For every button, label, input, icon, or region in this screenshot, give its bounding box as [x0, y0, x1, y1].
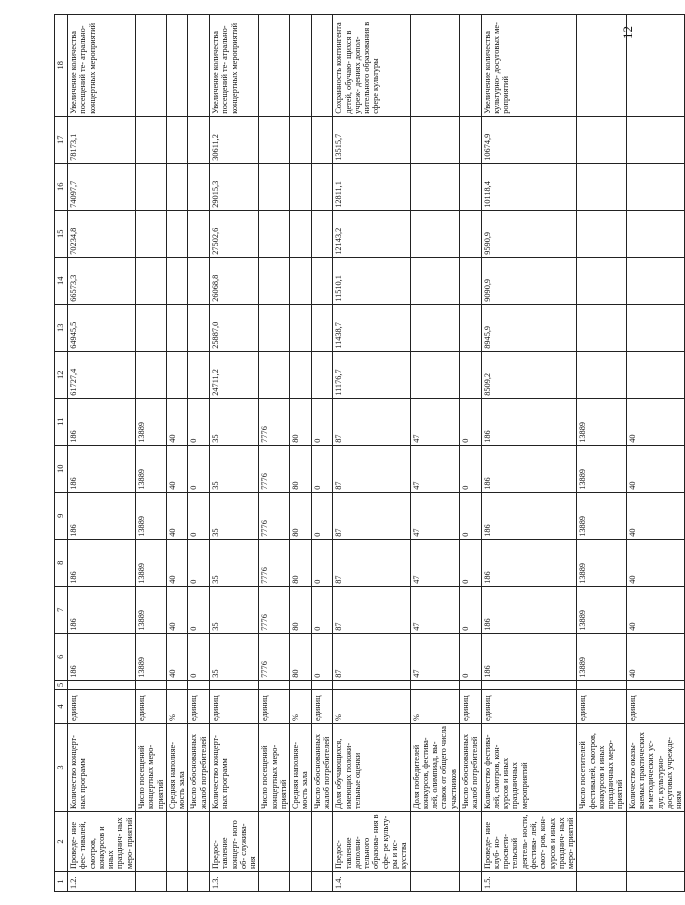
table-cell: 186: [68, 398, 136, 445]
table-cell: [459, 812, 481, 872]
table-cell: 186: [68, 633, 136, 680]
table-cell: Число обоснованных жалоб потребителей: [311, 724, 333, 812]
table-cell: 0: [188, 633, 210, 680]
table-cell: [459, 872, 481, 892]
table-cell: [188, 210, 210, 257]
table-cell: [481, 680, 577, 689]
header-cell: 6: [55, 633, 68, 680]
table-cell: [459, 351, 481, 398]
table-cell: 47: [410, 586, 459, 633]
table-cell: 40: [626, 586, 685, 633]
table-cell: 40: [166, 633, 188, 680]
header-cell: 3: [55, 724, 68, 812]
table-cell: 47: [410, 633, 459, 680]
table-cell: 13889: [577, 445, 626, 492]
table-cell: 10118,4: [481, 163, 577, 210]
table-cell: 1.3.: [209, 872, 258, 892]
table-cell: Количество концерт- ных программ: [68, 724, 136, 812]
table-cell: [410, 116, 459, 163]
table-cell: Средняя наполняе- мость зала: [166, 724, 188, 812]
table-cell: 35: [209, 398, 258, 445]
table-cell: [290, 872, 312, 892]
table-cell: 66573,3: [68, 257, 136, 304]
table-cell: единиц: [459, 690, 481, 724]
table-cell: единиц: [311, 690, 333, 724]
table-cell: 35: [209, 633, 258, 680]
table-row: [135, 14, 166, 891]
table-cell: 87: [333, 539, 410, 586]
table-cell: 186: [481, 633, 577, 680]
table-cell: [259, 680, 290, 689]
table-cell: [166, 351, 188, 398]
table-cell: [626, 812, 685, 872]
table-cell: [459, 163, 481, 210]
table-cell: [626, 872, 685, 892]
table-cell: 12143,2: [333, 210, 410, 257]
table-cell: 24711,2: [209, 351, 258, 398]
table-cell: 74097,7: [68, 163, 136, 210]
header-cell: 2: [55, 812, 68, 872]
table-cell: [135, 14, 166, 116]
table-cell: 27502,6: [209, 210, 258, 257]
table-cell: 7776: [259, 539, 290, 586]
table-cell: Предос- тавление дополни- тельного образова- ния в сфе- ре культу- ры и ис- кусства: [333, 812, 410, 872]
table-cell: %: [166, 690, 188, 724]
table-cell: Доля обучающихся, имеющих положи- тельные оценки: [333, 724, 410, 812]
table-cell: 0: [459, 445, 481, 492]
table-cell: [311, 116, 333, 163]
header-cell: 10: [55, 445, 68, 492]
table-cell: 0: [188, 398, 210, 445]
table-cell: [626, 116, 685, 163]
table-cell: [135, 812, 166, 872]
table-cell: [410, 210, 459, 257]
table-cell: 0: [188, 492, 210, 539]
table-cell: [577, 210, 626, 257]
table-cell: [311, 163, 333, 210]
table-row: [311, 14, 333, 891]
table-cell: [259, 351, 290, 398]
table-cell: [577, 680, 626, 689]
table-cell: единиц: [259, 690, 290, 724]
table-cell: [311, 210, 333, 257]
table-row: [188, 14, 210, 891]
table-cell: 9090,9: [481, 257, 577, 304]
table-cell: [311, 872, 333, 892]
table-cell: [259, 872, 290, 892]
table-cell: [410, 680, 459, 689]
table-cell: 0: [188, 586, 210, 633]
table-cell: [188, 14, 210, 116]
table-cell: [410, 163, 459, 210]
table-cell: [626, 257, 685, 304]
table-cell: единиц: [209, 690, 258, 724]
table-cell: [135, 210, 166, 257]
table-cell: [626, 351, 685, 398]
table-cell: 80: [290, 539, 312, 586]
table-cell: [188, 116, 210, 163]
table-cell: 0: [459, 492, 481, 539]
table-cell: Средняя наполняе- мость зала: [290, 724, 312, 812]
table-cell: [166, 210, 188, 257]
table-row: [577, 14, 626, 891]
table-cell: [410, 14, 459, 116]
table-cell: [311, 304, 333, 351]
header-cell: 18: [55, 14, 68, 116]
table-cell: Предос- тавление концерт- ного об- служива- ния: [209, 812, 258, 872]
table-cell: 0: [459, 633, 481, 680]
table-cell: 47: [410, 445, 459, 492]
table-cell: 13889: [577, 492, 626, 539]
table-cell: 87: [333, 492, 410, 539]
header-cell: 15: [55, 210, 68, 257]
table-cell: 0: [459, 586, 481, 633]
table-cell: 13889: [135, 445, 166, 492]
table-cell: [290, 163, 312, 210]
table-row: [290, 14, 312, 891]
table-cell: 40: [166, 539, 188, 586]
table-cell: [259, 14, 290, 116]
table-cell: 186: [481, 445, 577, 492]
table-cell: 13515,7: [333, 116, 410, 163]
table-cell: 35: [209, 586, 258, 633]
table-cell: 0: [311, 492, 333, 539]
table-cell: [577, 116, 626, 163]
table-cell: 186: [481, 586, 577, 633]
table-row: [481, 14, 577, 891]
table-cell: [410, 257, 459, 304]
table-cell: Количество фестива- лей, смотров, кон- курсов и иных праздничных мероприятий: [481, 724, 577, 812]
table-row: [209, 14, 258, 891]
header-cell: 8: [55, 539, 68, 586]
table-cell: [626, 304, 685, 351]
table-cell: [290, 14, 312, 116]
table-cell: [188, 872, 210, 892]
table-cell: 47: [410, 398, 459, 445]
table-cell: 11438,7: [333, 304, 410, 351]
table-cell: 40: [626, 398, 685, 445]
table-cell: Увеличение количества посещений те- атрально- концертных мероприятий: [209, 14, 258, 116]
table-cell: [135, 351, 166, 398]
table-cell: [311, 812, 333, 872]
table-cell: 40: [166, 492, 188, 539]
table-cell: [166, 812, 188, 872]
table-cell: [290, 351, 312, 398]
table-cell: Доля победителей конкурсов, фестива- лей, олимпиад, вы- ставок от общего числа участников: [410, 724, 459, 812]
table-cell: 13889: [135, 586, 166, 633]
indicators-table: [54, 14, 685, 892]
table-cell: 8945,9: [481, 304, 577, 351]
table-cell: Число обоснованных жалоб потребителей: [459, 724, 481, 812]
table-cell: 87: [333, 445, 410, 492]
table-cell: %: [410, 690, 459, 724]
table-row: [410, 14, 459, 891]
table-cell: 13889: [577, 633, 626, 680]
table-cell: [188, 680, 210, 689]
table-cell: [626, 210, 685, 257]
table-cell: [166, 163, 188, 210]
table-cell: [209, 680, 258, 689]
header-cell: 7: [55, 586, 68, 633]
table-cell: [188, 163, 210, 210]
table-cell: [577, 14, 626, 116]
table-cell: 80: [290, 633, 312, 680]
table-cell: 40: [166, 445, 188, 492]
table-cell: 13889: [577, 586, 626, 633]
table-cell: 10674,9: [481, 116, 577, 163]
table-cell: 0: [311, 445, 333, 492]
table-cell: [459, 210, 481, 257]
header-cell: 13: [55, 304, 68, 351]
table-cell: 186: [68, 445, 136, 492]
table-row: [166, 14, 188, 891]
table-cell: Сохранность контингента детей, обучаю- щихся в учреж- дениях допол- нительного образования в сфере культуры: [333, 14, 410, 116]
table-cell: [577, 351, 626, 398]
table-cell: 12811,1: [333, 163, 410, 210]
table-cell: 7776: [259, 445, 290, 492]
table-cell: 7776: [259, 398, 290, 445]
table-cell: 87: [333, 633, 410, 680]
table-cell: единиц: [626, 690, 685, 724]
table-cell: 9590,9: [481, 210, 577, 257]
table-cell: 186: [481, 539, 577, 586]
table-cell: [459, 116, 481, 163]
table-cell: [459, 680, 481, 689]
table-cell: [135, 257, 166, 304]
table-cell: [577, 163, 626, 210]
header-cell: 9: [55, 492, 68, 539]
table-cell: [290, 116, 312, 163]
table-cell: [290, 304, 312, 351]
table-cell: [311, 351, 333, 398]
table-cell: 29015,3: [209, 163, 258, 210]
table-cell: Проведе- ние фес- тивалей, смотров, конкурсов и иных празднич- ных меро- приятий: [68, 812, 136, 872]
table-cell: 1.2.: [68, 872, 136, 892]
table-row: [333, 14, 410, 891]
table-cell: Число посетителей фестивалей, смотров, конкурсов и иных праздничных меро- приятий: [577, 724, 626, 812]
table-cell: 11510,1: [333, 257, 410, 304]
table-cell: [188, 304, 210, 351]
table-cell: 11176,7: [333, 351, 410, 398]
table-cell: единиц: [135, 690, 166, 724]
table-cell: [135, 116, 166, 163]
table-cell: [459, 14, 481, 116]
table-cell: 35: [209, 445, 258, 492]
table-cell: [459, 304, 481, 351]
table-cell: единиц: [481, 690, 577, 724]
table-cell: [259, 304, 290, 351]
table-cell: [259, 210, 290, 257]
table-cell: 7776: [259, 492, 290, 539]
table-cell: 25887,0: [209, 304, 258, 351]
table-cell: [188, 812, 210, 872]
table-cell: 7776: [259, 586, 290, 633]
table-cell: 13889: [577, 539, 626, 586]
header-cell: 4: [55, 690, 68, 724]
table-cell: [577, 872, 626, 892]
table-cell: 80: [290, 445, 312, 492]
table-cell: %: [333, 690, 410, 724]
table-row: [459, 14, 481, 891]
table-cell: [459, 257, 481, 304]
header-cell: 12: [55, 351, 68, 398]
table-cell: [290, 210, 312, 257]
table-cell: [135, 680, 166, 689]
table-row: [626, 14, 685, 891]
table-cell: 0: [311, 633, 333, 680]
table-cell: 1.5.: [481, 872, 577, 892]
table-cell: [135, 163, 166, 210]
table-cell: 8509,2: [481, 351, 577, 398]
table-cell: [135, 304, 166, 351]
table-cell: 186: [68, 586, 136, 633]
table-cell: 47: [410, 539, 459, 586]
table-cell: 78173,1: [68, 116, 136, 163]
table-cell: Увеличение количества культурно- досуговых ме- роприятий: [481, 14, 577, 116]
table-cell: [577, 257, 626, 304]
table-cell: 80: [290, 398, 312, 445]
table-cell: 35: [209, 492, 258, 539]
table-cell: [290, 257, 312, 304]
table-cell: 0: [311, 398, 333, 445]
header-cell: 17: [55, 116, 68, 163]
table-cell: [166, 14, 188, 116]
table-cell: [188, 257, 210, 304]
table-cell: 40: [626, 633, 685, 680]
table-cell: [166, 872, 188, 892]
table-cell: Количество оказы- ваемых практических и методических ус- луг, культурно- досуговых учрежде- ниям: [626, 724, 685, 812]
table-cell: [259, 257, 290, 304]
table-cell: 40: [626, 492, 685, 539]
header-row: [55, 14, 68, 891]
table-cell: [166, 116, 188, 163]
table-cell: 40: [626, 445, 685, 492]
table-cell: 87: [333, 586, 410, 633]
table-cell: 35: [209, 539, 258, 586]
table-cell: 26068,8: [209, 257, 258, 304]
table-cell: [311, 680, 333, 689]
table-cell: 13889: [135, 539, 166, 586]
table-cell: 0: [188, 539, 210, 586]
table-cell: 0: [311, 539, 333, 586]
table-cell: [290, 680, 312, 689]
table-cell: [410, 304, 459, 351]
table-cell: 47: [410, 492, 459, 539]
table-cell: [577, 304, 626, 351]
header-cell: 5: [55, 680, 68, 689]
table-cell: [626, 163, 685, 210]
table-cell: 0: [459, 539, 481, 586]
table-cell: %: [290, 690, 312, 724]
table-cell: 0: [188, 445, 210, 492]
table-cell: 186: [481, 492, 577, 539]
table-cell: единиц: [68, 690, 136, 724]
table-cell: [311, 14, 333, 116]
header-cell: 1: [55, 872, 68, 892]
table-cell: [259, 116, 290, 163]
table-cell: 186: [68, 492, 136, 539]
header-cell: 16: [55, 163, 68, 210]
table-cell: [68, 680, 136, 689]
table-cell: 13889: [135, 398, 166, 445]
table-cell: [135, 872, 166, 892]
page-number: 12: [620, 26, 635, 39]
table-cell: [311, 257, 333, 304]
table-cell: [259, 163, 290, 210]
table-cell: [410, 812, 459, 872]
table-cell: [333, 680, 410, 689]
table-cell: [166, 304, 188, 351]
table-cell: 70234,8: [68, 210, 136, 257]
table-cell: 7776: [259, 633, 290, 680]
table-cell: 40: [626, 539, 685, 586]
table-cell: [410, 872, 459, 892]
header-cell: 11: [55, 398, 68, 445]
table-cell: единиц: [577, 690, 626, 724]
table-cell: 40: [166, 586, 188, 633]
table-cell: [577, 812, 626, 872]
table-cell: [626, 14, 685, 116]
table-cell: 61727,4: [68, 351, 136, 398]
table-cell: 13889: [135, 492, 166, 539]
table-cell: 0: [459, 398, 481, 445]
table-cell: [626, 680, 685, 689]
table-cell: [259, 812, 290, 872]
table-cell: 80: [290, 586, 312, 633]
table-cell: [188, 351, 210, 398]
table-cell: единиц: [188, 690, 210, 724]
table-cell: 13889: [577, 398, 626, 445]
table-cell: Число посещений концертных меро- приятий: [259, 724, 290, 812]
table-cell: 30611,2: [209, 116, 258, 163]
table-cell: Количество концерт- ных программ: [209, 724, 258, 812]
table-cell: [410, 351, 459, 398]
table-cell: 1.4.: [333, 872, 410, 892]
table-cell: Число посещений концертных меро- приятий: [135, 724, 166, 812]
table-cell: 0: [311, 586, 333, 633]
table-cell: 40: [166, 398, 188, 445]
table-cell: 87: [333, 398, 410, 445]
table-cell: [166, 257, 188, 304]
table-cell: [290, 812, 312, 872]
table-cell: 80: [290, 492, 312, 539]
header-cell: 14: [55, 257, 68, 304]
table-row: [68, 14, 136, 891]
table-cell: 13889: [135, 633, 166, 680]
table-row: [259, 14, 290, 891]
table-cell: Проведе- ние клуб- но- просвети- тельской деятель- ности, фестива- лей, смот- ров, кон- курсов и иных празднич- ных меро- приятий: [481, 812, 577, 872]
table-cell: [166, 680, 188, 689]
table-cell: 186: [68, 539, 136, 586]
table-cell: Число обоснованных жалоб потребителей: [188, 724, 210, 812]
table-cell: Увеличение количества посещений те- атрально- концертных мероприятий: [68, 14, 136, 116]
table-cell: 64945,5: [68, 304, 136, 351]
table-cell: 186: [481, 398, 577, 445]
